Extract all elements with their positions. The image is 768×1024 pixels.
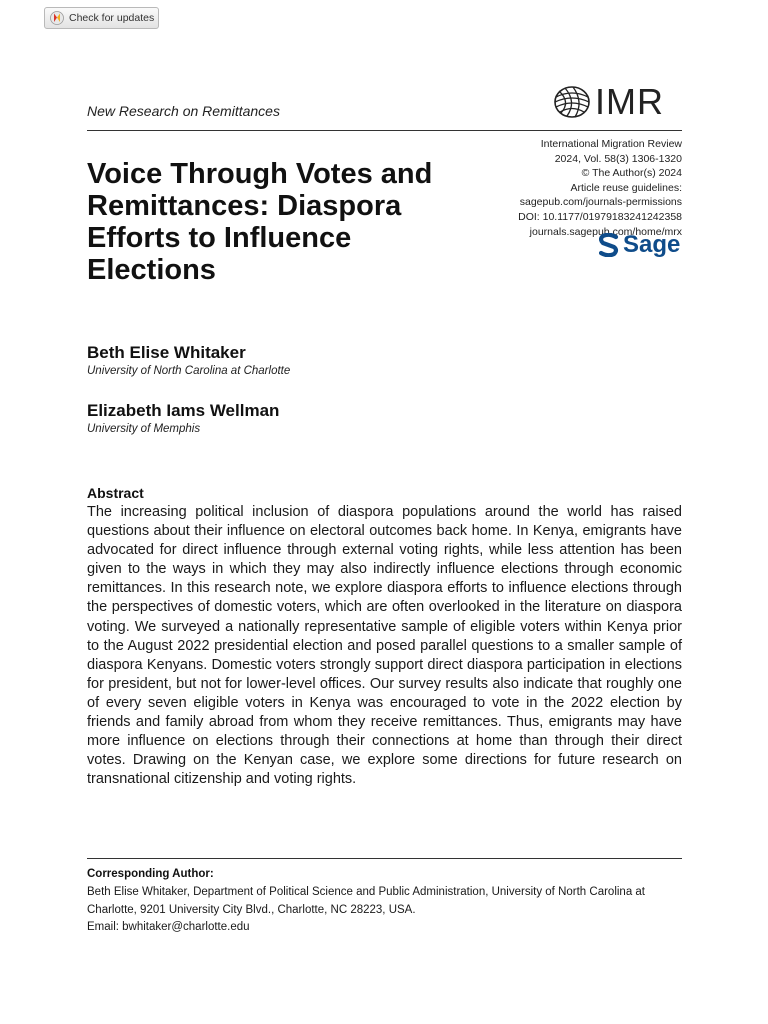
corresponding-author-address: Beth Elise Whitaker, Department of Political Science and Public Administration, University of North Carolina at Charlotte, 9201 University City Blvd., Charlotte, NC 28223, USA. [87, 886, 646, 916]
author-affiliation: University of North Carolina at Charlotte [87, 365, 291, 377]
header-rule [87, 130, 682, 131]
abstract-heading: Abstract [87, 485, 144, 501]
abstract-text: The increasing political inclusion of diaspora populations around the world has raised questions about their influence on electoral outcomes back home. In Kenya, emigrants have advocated for direct influence through external voting rights, while less attention has been given to the ways in which they may also indirectly influence elections through economic remittances. In this research note, we explore diaspora efforts to influence elections through the perspectives of domestic voters, which are often overlooked in the literature on diaspora voting. We surveyed a nationally representative sample of eligible voters within Kenya prior to the August 2022 presidential election and posed parallel questions to a smaller sample of diaspora Kenyans. Domestic voters strongly support direct diaspora participation in elections for president, but not for lower-level offices. Our survey results also indicate that roughly one of every seven eligible voters in Kenya was encouraged to vote in the 2022 election by friends and family abroad from whom they receive remittances. Thus, emigrants may have more influence on elections through their connections at home than through their direct votes. Drawing on the Kenyan case, we explore some directions for future research on transnational citizenship and voting rights. [87, 504, 682, 788]
corresponding-author-email[interactable]: Email: bwhitaker@charlotte.edu [87, 921, 250, 933]
publisher-logo [599, 232, 680, 258]
journal-logo [553, 81, 664, 122]
crossmark-icon [50, 11, 64, 25]
publisher-logo-text: Sage [623, 231, 681, 258]
doi-link[interactable]: DOI: 10.1177/01979183241242358 [518, 210, 682, 223]
author-affiliation: University of Memphis [87, 423, 201, 435]
globe-logo-icon [553, 85, 591, 119]
journal-home-link[interactable]: journals.sagepub.com/home/mrx [529, 225, 682, 238]
journal-name: International Migration Review [540, 138, 682, 150]
permissions-link[interactable]: sagepub.com/journals-permissions [519, 196, 682, 209]
volume-info: 2024, Vol. 58(3) 1306-1320 [554, 152, 682, 165]
reuse-label: Article reuse guidelines: [570, 181, 682, 194]
copyright: © The Author(s) 2024 [581, 167, 682, 180]
check-for-updates-label: Check for updates [69, 12, 155, 24]
sage-s-icon [599, 233, 619, 257]
footnote-rule [87, 858, 682, 859]
article-title: Voice Through Votes and Remittances: Diaspora Efforts to Influence Elections [87, 158, 433, 286]
check-for-updates-button[interactable] [44, 7, 159, 29]
author-name: Elizabeth Iams Wellman [87, 401, 280, 420]
series-title: New Research on Remittances [87, 103, 280, 119]
journal-logo-text: IMR [595, 81, 664, 122]
author-name: Beth Elise Whitaker [87, 343, 246, 362]
corresponding-author-details [87, 884, 682, 937]
corresponding-author-heading: Corresponding Author: [87, 868, 214, 880]
